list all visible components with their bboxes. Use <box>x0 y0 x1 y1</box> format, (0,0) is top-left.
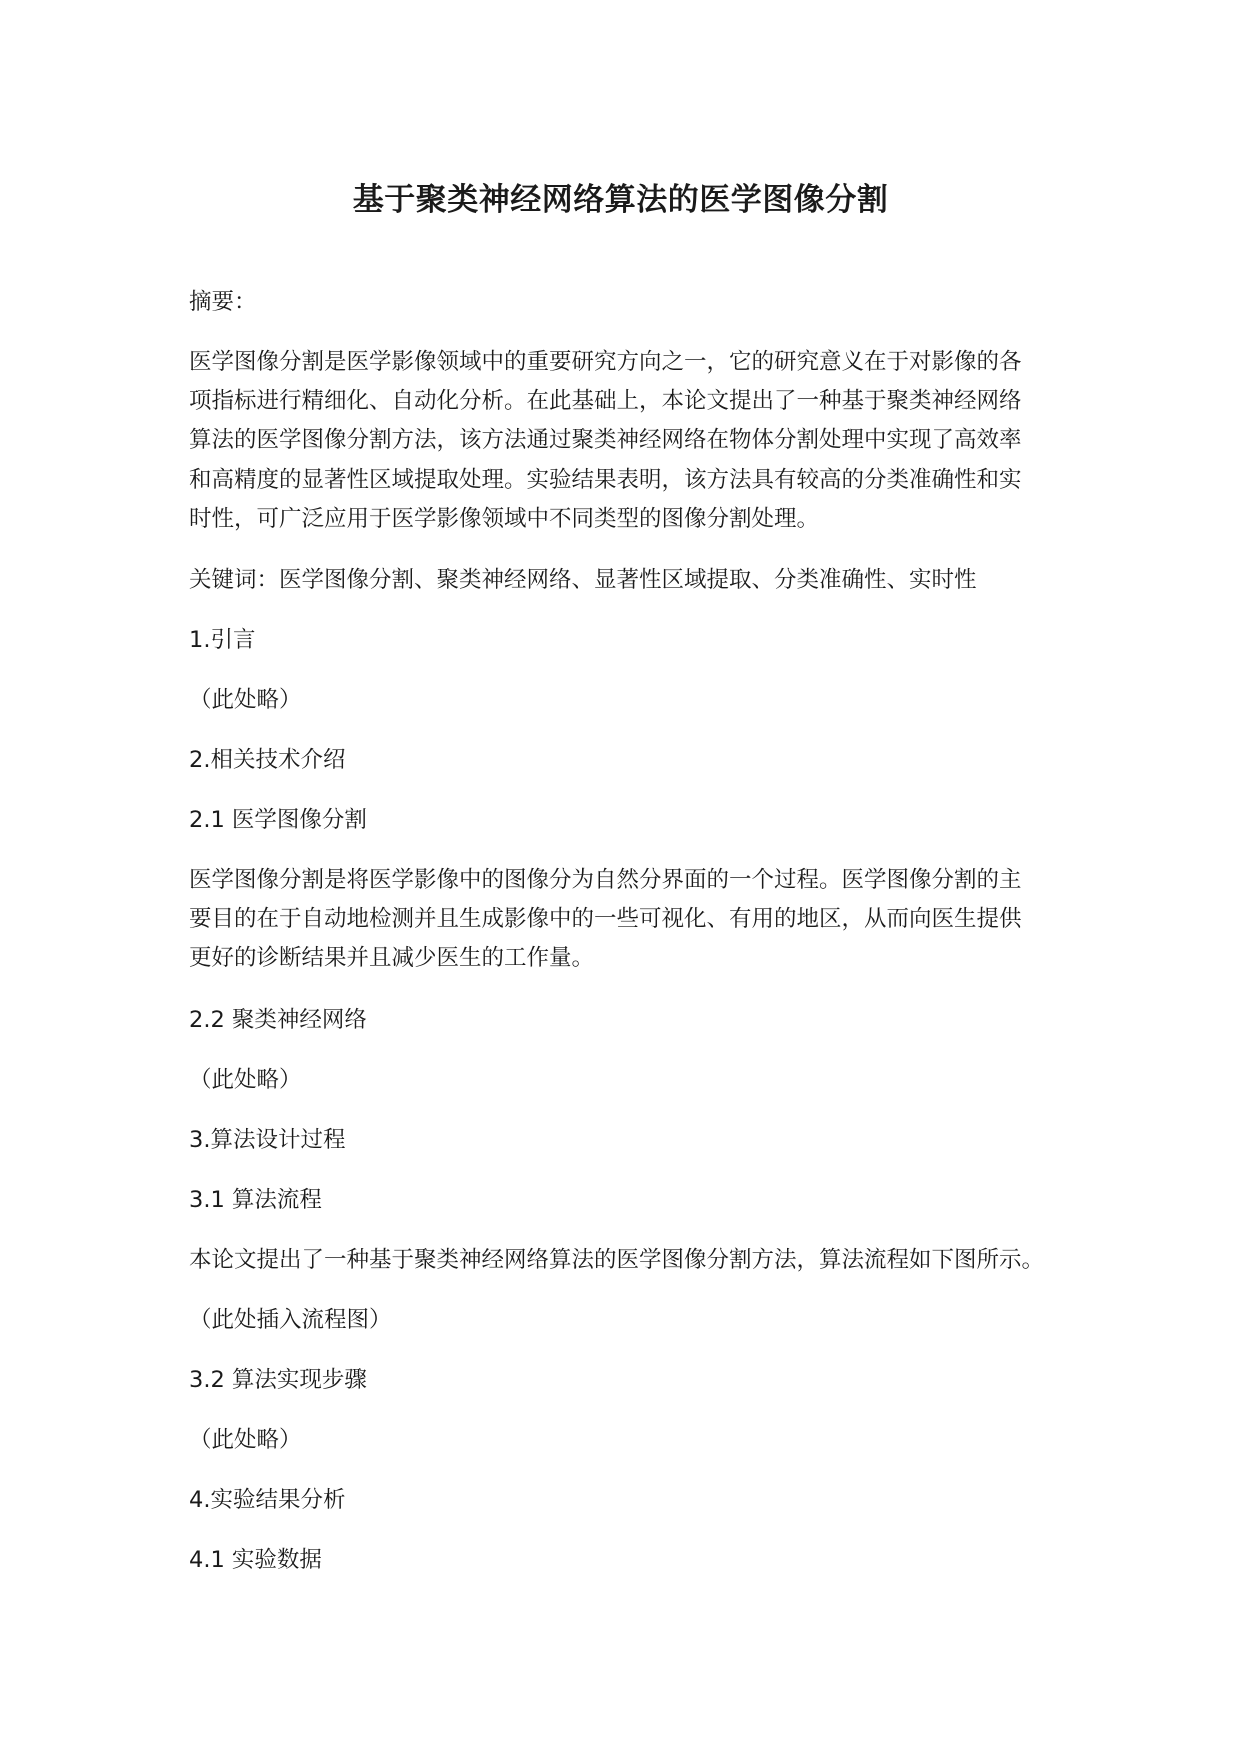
abstract-label: 摘要： <box>189 289 257 315</box>
section-heading-2-1: 2.1 医学图像分割 <box>189 807 367 834</box>
paragraph-line: 更好的诊断结果并且减少医生的工作量。 <box>189 945 595 972</box>
abstract-line: 时性，可广泛应用于医学影像领域中不同类型的图像分割处理。 <box>189 505 820 532</box>
document-title: 基于聚类神经网络算法的医学图像分割 <box>352 182 889 218</box>
paragraph-line: 医学图像分割是将医学影像中的图像分为自然分界面的一个过程。医学图像分割的主 <box>189 867 1022 894</box>
abstract-line: 算法的医学图像分割方法，该方法通过聚类神经网络在物体分割处理中实现了高效率 <box>189 427 1022 454</box>
abstract-paragraph <box>189 343 1069 539</box>
section-1-body: （此处略） <box>189 687 302 714</box>
section-3-2-body: （此处略） <box>189 1426 302 1453</box>
abstract-line: 医学图像分割是医学影像领域中的重要研究方向之一，它的研究意义在于对影像的各 <box>189 349 1022 375</box>
section-2-2-body: （此处略） <box>189 1066 302 1093</box>
section-heading-3-2: 3.2 算法实现步骤 <box>189 1366 367 1393</box>
section-heading-3: 3.算法设计过程 <box>189 1126 346 1153</box>
section-heading-1: 1.引言 <box>189 627 256 654</box>
keywords: 关键词：医学图像分割、聚类神经网络、显著性区域提取、分类准确性、实时性 <box>189 567 977 594</box>
document-body <box>189 283 1069 1601</box>
section-heading-4-1: 4.1 实验数据 <box>189 1546 322 1573</box>
section-3-1-body: 本论文提出了一种基于聚类神经网络算法的医学图像分割方法，算法流程如下图所示。 <box>189 1246 1045 1273</box>
section-heading-2-2: 2.2 聚类神经网络 <box>189 1006 367 1033</box>
figure-placeholder: （此处插入流程图） <box>189 1306 392 1333</box>
section-2-1-paragraph <box>189 861 1069 979</box>
abstract-line: 项指标进行精细化、自动化分析。在此基础上，本论文提出了一种基于聚类神经网络 <box>189 388 1022 415</box>
abstract-line: 和高精度的显著性区域提取处理。实验结果表明，该方法具有较高的分类准确性和实 <box>189 466 1022 493</box>
section-heading-3-1: 3.1 算法流程 <box>189 1186 322 1213</box>
section-heading-2: 2.相关技术介绍 <box>189 747 346 774</box>
paragraph-line: 要目的在于自动地检测并且生成影像中的一些可视化、有用的地区，从而向医生提供 <box>189 906 1022 933</box>
section-heading-4: 4.实验结果分析 <box>189 1486 346 1513</box>
